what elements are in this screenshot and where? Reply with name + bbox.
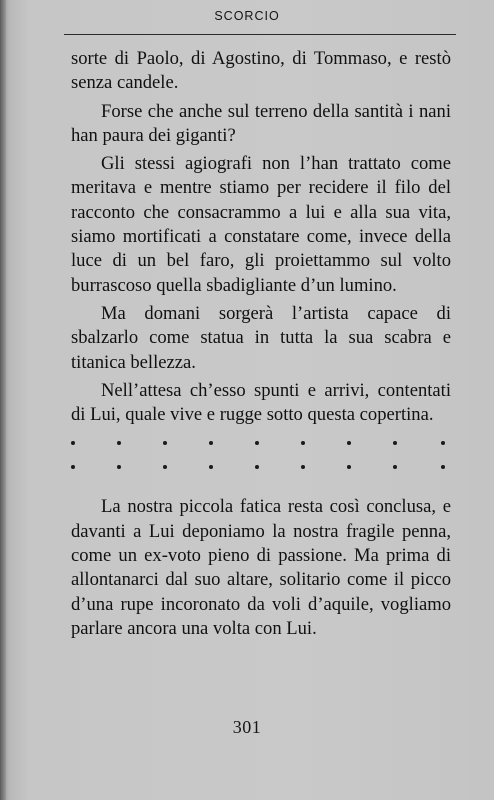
paragraph: Nell’attesa ch’esso spunti e arrivi, contentati di Lui, quale vive e rugge sotto questa copertina. — [71, 379, 451, 426]
paragraph-continued: sorte di Paolo, di Agostino, di Tommaso, e restò senza candele. — [71, 48, 451, 94]
paragraph: Ma domani sorgerà l’artista capace di sbalzarlo come statua in tutta la sua scabra e titanica bellezza. — [71, 302, 451, 373]
running-header: SCORCIO — [214, 9, 280, 23]
body-text — [71, 47, 451, 641]
ellipsis-dots-row-2 — [71, 457, 451, 481]
ellipsis-dots-row-1 — [71, 433, 451, 457]
page-spine-shadow — [0, 0, 6, 800]
paragraph: Forse che anche sul terreno della santità i nani han paura dei giganti? — [71, 100, 451, 146]
page-number: 301 — [232, 717, 262, 737]
paragraph: La nostra piccola fatica resta così conclusa, e davanti a Lui deponiamo la nostra fragile penna, come un ex-voto pieno di passione. Ma prima di allontanarci dal suo altare, solitario come il picco d’una rupe incoronato da voli d’aquile, vogliamo parlare ancora una volta con Lui. — [71, 496, 451, 639]
paragraph: Gli stessi agiografi non l’han trattato come meritava e mentre stiamo per recidere il filo del racconto che consacrammo a lui e alla sua vita, siamo mortificati a constatare come, invece della luce di un bel faro, gli proiettammo sul volto burrascoso quella sbadigliante d’un lumino. — [71, 153, 451, 296]
header-rule — [64, 34, 456, 35]
